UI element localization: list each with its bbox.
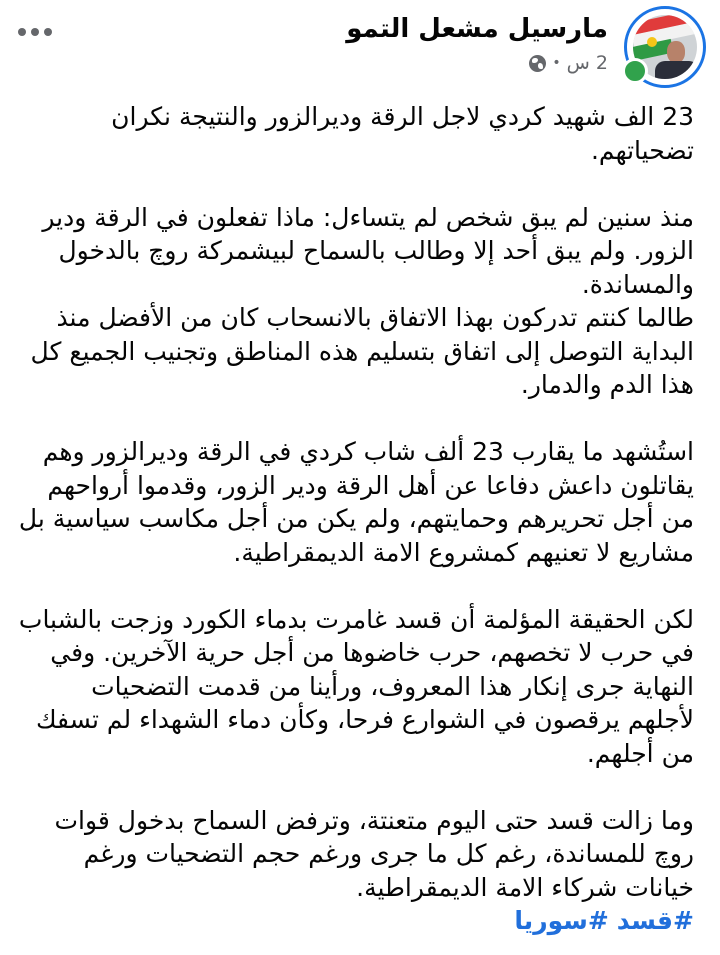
post-paragraph-6: وما زالت قسد حتى اليوم متعنتة، وترفض السماح بدخول قوات روچ للمساندة، رغم كل ما جرى ورغم حجم التضحيات ورغم خيانات شركاء الامة الديمقراطية. xyxy=(54,805,694,902)
hashtags xyxy=(18,904,694,938)
flag-sun-icon xyxy=(647,37,657,47)
paragraph-gap xyxy=(18,167,694,201)
post-meta xyxy=(529,52,608,74)
post-paragraph-4: استُشهد ما يقارب 23 ألف شاب كردي في الرقة وديرالزور وهم يقاتلون داعش دفاعا عن أهل الرقة ودير الزور، وقدموا أرواحهم من أجل تحريرهم وحمايتهم، ولم يكن من أجل مكاسب سياسية بل مشاريع لا تعنيهم كمشروع الامة الديمقراطية. xyxy=(18,437,694,567)
person-body xyxy=(655,61,697,79)
post-paragraph-3: طالما كنتم تدركون بهذا الاتفاق بالانسحاب كان من الأفضل منذ البداية التوصل إلى اتفاق بتسليم هذه المناطق وتجنيب الجميع كل هذا الدم والدمار. xyxy=(30,303,694,399)
post-paragraph-2: منذ سنين لم يبق شخص لم يتساءل: ماذا تفعلون في الرقة ودير الزور. ولم يبق أحد إلا وطالب بالسماح لبيشمركة روچ بالدخول والمساندة. xyxy=(42,202,694,299)
post-paragraph-1: 23 الف شهيد كردي لاجل الرقة وديرالزور والنتيجة نكران تضحياتهم. xyxy=(111,102,694,165)
more-options-button[interactable] xyxy=(14,24,56,40)
hashtag-link[interactable]: #سوريا xyxy=(514,906,609,935)
more-dot-icon xyxy=(44,28,52,36)
author-name[interactable]: مارسيل مشعل التمو xyxy=(346,14,608,44)
paragraph-gap xyxy=(18,569,694,603)
post-time[interactable]: 2 س xyxy=(566,52,608,74)
paragraph-gap xyxy=(18,402,694,436)
more-dot-icon xyxy=(18,28,26,36)
post-header xyxy=(0,0,720,95)
paragraph-gap xyxy=(18,770,694,804)
post-body xyxy=(18,100,694,938)
more-dot-icon xyxy=(31,28,39,36)
online-status-icon xyxy=(622,58,648,84)
person-face xyxy=(667,41,685,63)
post-paragraph-5: لكن الحقيقة المؤلمة أن قسد غامرت بدماء الكورد وزجت بالشباب في حرب لا تخصهم، حرب خاضوها من أجل حرية الآخرين. وفي النهاية جرى إنكار هذا المعروف، ورأينا من قدمت التضحيات لأجلهم يرقصون في الشوارع فرحا، وكأن دماء الشهداء لم تسفك من أجلهم. xyxy=(18,604,694,768)
meta-separator: • xyxy=(552,55,561,71)
hashtag-link[interactable]: #قسد xyxy=(616,906,694,935)
author-avatar[interactable] xyxy=(624,6,706,88)
globe-icon[interactable] xyxy=(529,55,546,72)
